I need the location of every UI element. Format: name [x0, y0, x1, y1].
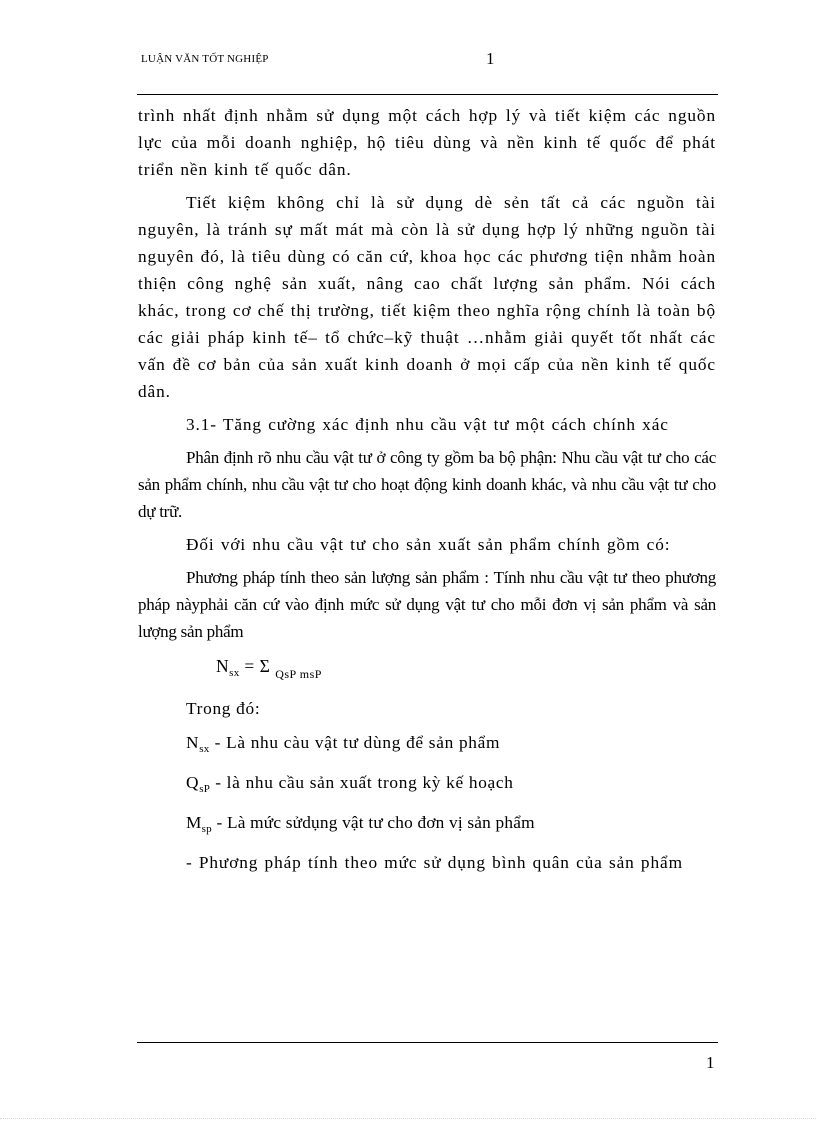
paragraph-continuation: trình nhất định nhằm sử dụng một cách hợp lý và tiết kiệm các nguồn lực của mỗi doanh nghiệp, hộ tiêu dùng và nền kinh tế quốc để phát triển nền kinh tế quốc dân. — [138, 106, 716, 179]
definition-symbol: Q — [186, 773, 200, 792]
footer-page-number: 1 — [706, 1053, 715, 1072]
header-page-number: 1 — [486, 49, 495, 68]
section-heading-3-1: 3.1- Tăng cường xác định nhu cầu vật tư một cách chính xác — [186, 415, 669, 434]
definition-subscript: sP — [199, 783, 211, 795]
definition-subscript: sp — [201, 823, 212, 835]
formula-sum-sign: = Σ — [239, 656, 276, 676]
page-boundary-dotted-line — [0, 1118, 816, 1119]
paragraph-saving: Tiết kiệm không chỉ là sử dụng dè sẻn tất cả các nguồn tài nguyên, là tránh sự mất mát mà còn là sử dụng hợp lý những nguồn tài nguyên đó, là tiêu dùng có căn cứ, khoa học các phương tiện nhằm hoàn thiện công nghệ sản xuất, nâng cao chất lượng sản phẩm. Nói cách khác, trong cơ chế thị trường, tiết kiệm theo nghĩa rộng chính là toàn bộ các giải pháp kinh tế– tổ chức–kỹ thuật …nhằm giải quyết tốt nhất các vấn đề cơ bản của sản xuất kinh doanh ở mọi cấp của nền kinh tế quốc dân. — [138, 193, 716, 401]
formula-lhs-subscript: sx — [229, 667, 240, 679]
paragraph-demand-parts: Phân định rõ nhu cầu vật tư ở công ty gồm ba bộ phận: Nhu cầu vật tư cho các sản phẩm chính, nhu cầu vật tư cho hoạt động kinh doanh khác, và nhu cầu vật tư cho dự trữ. — [138, 448, 716, 521]
definition-text: - Là nhu càu vật tư dùng để sản phẩm — [209, 733, 501, 752]
paragraph-average-method: - Phương pháp tính theo mức sử dụng bình quân của sản phẩm — [186, 853, 683, 872]
definition-text: - là nhu cầu sản xuất trong kỳ kế hoạch — [210, 773, 514, 792]
definition-symbol: N — [186, 733, 200, 752]
where-label: Trong đó: — [186, 699, 261, 718]
definition-msp — [186, 809, 716, 843]
definition-subscript: sx — [199, 743, 210, 755]
definition-nsx — [186, 729, 716, 763]
definition-qsp — [186, 769, 716, 803]
formula-lhs: N — [216, 656, 230, 676]
page-body — [138, 102, 716, 876]
paragraph-main-products: Đối với nhu cầu vật tư cho sản xuất sản phẩm chính gồm có: — [186, 535, 671, 554]
running-header-title: LUẬN VĂN TỐT NGHIỆP — [141, 53, 269, 65]
paragraph-method-output: Phương pháp tính theo sản lượng sản phẩm : Tính nhu cầu vật tư theo phương pháp nàyphải căn cứ vào định mức sử dụng vật tư cho mỗi đơn vị sản phẩm và sản lượng sản phẩm — [138, 568, 716, 641]
header-rule — [137, 94, 718, 95]
definition-symbol: M — [186, 813, 202, 832]
definition-text: - Là mức sửdụng vật tư cho đơn vị sản phẩm — [211, 813, 535, 832]
formula-rhs-terms: QsP msP — [275, 667, 322, 681]
formula — [216, 651, 716, 689]
footer-rule — [137, 1042, 718, 1043]
